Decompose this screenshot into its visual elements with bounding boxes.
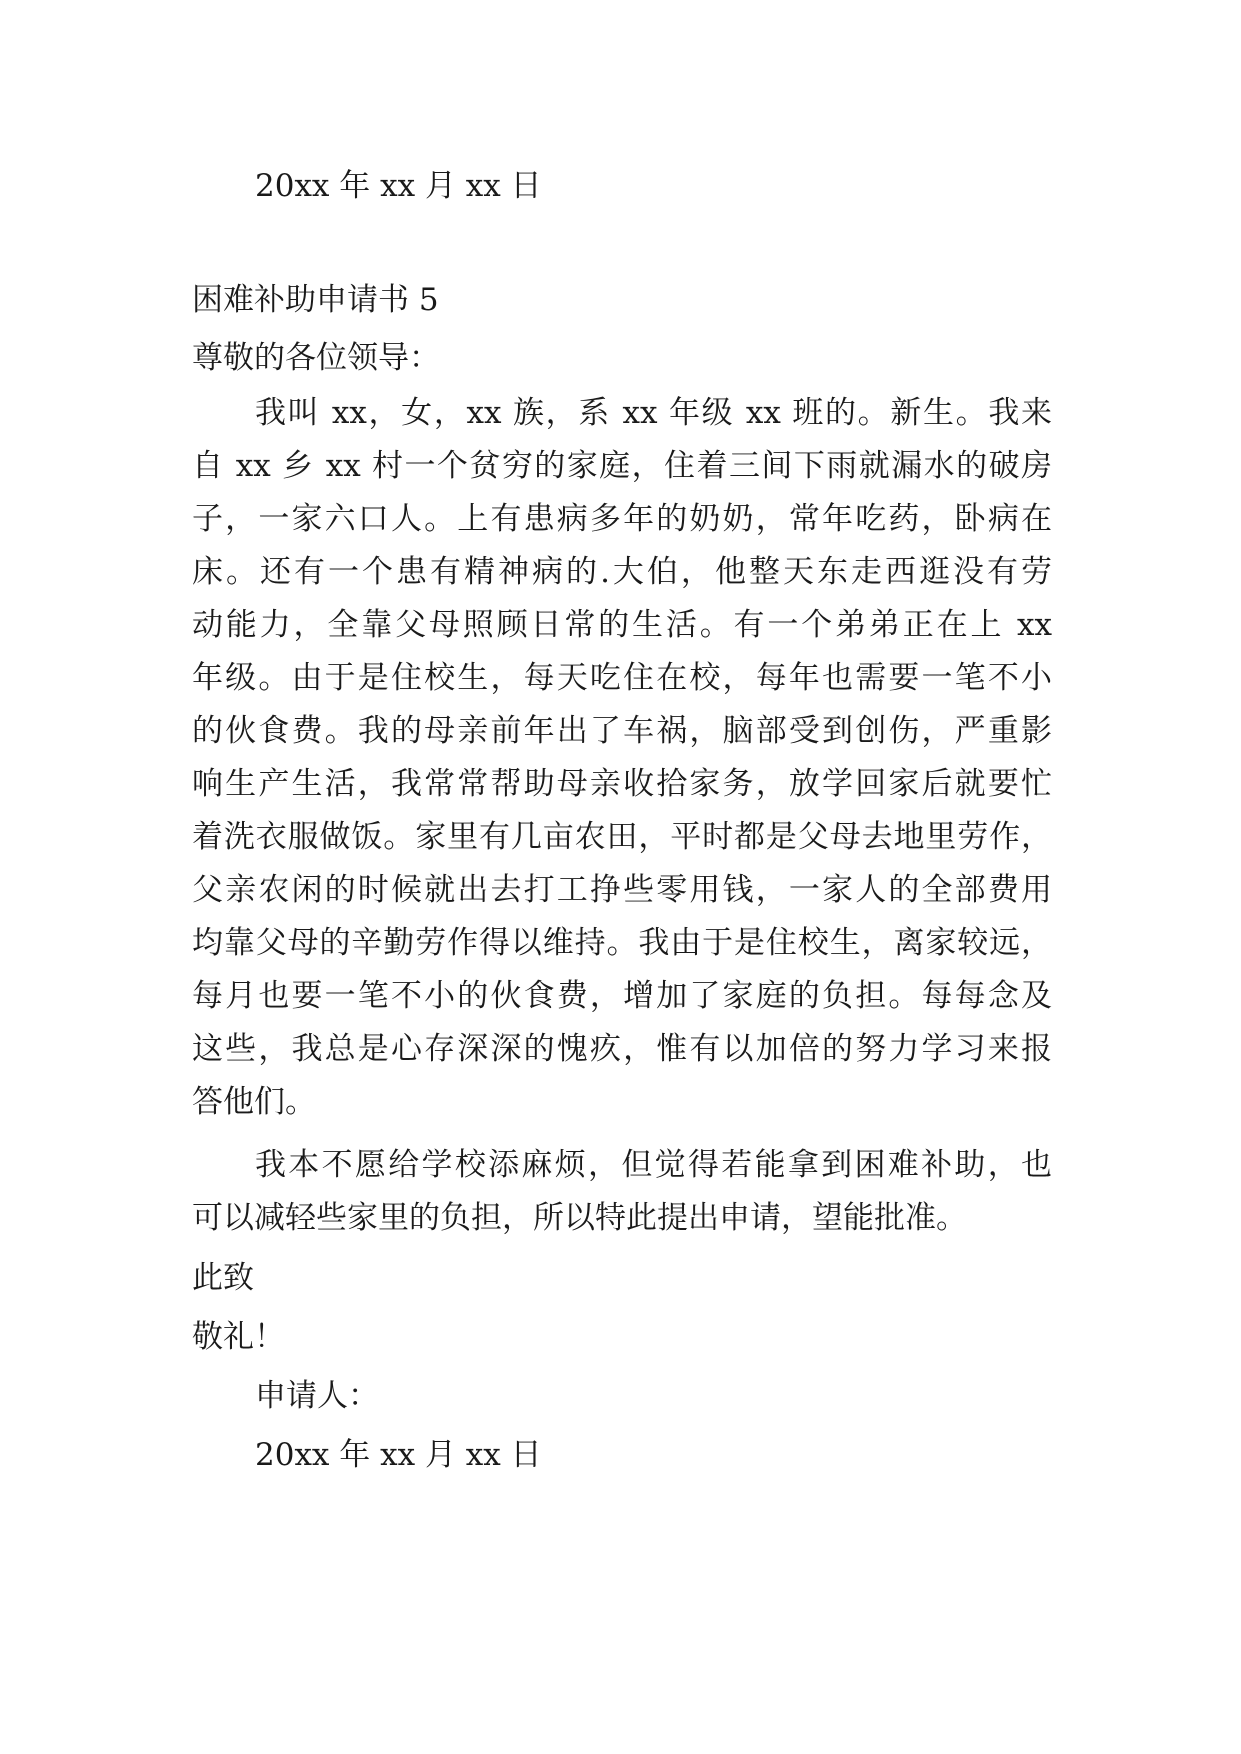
paragraph-line: 床。还有一个患有精神病的.大伯，他整天东走西逛没有劳 xyxy=(192,554,1052,590)
closing-line-2: 敬礼！ xyxy=(192,1319,285,1355)
paragraph-line: 动能力，全靠父母照顾日常的生活。有一个弟弟正在上 xx xyxy=(192,607,1052,643)
paragraph-line: 每月也要一笔不小的伙食费，增加了家庭的负担。每每念及 xyxy=(192,978,1052,1014)
closing-line-1: 此致 xyxy=(192,1260,254,1296)
salutation: 尊敬的各位领导： xyxy=(192,340,440,376)
paragraph-line: 答他们。 xyxy=(192,1084,316,1120)
date-bottom: 20xx 年 xx 月 xx 日 xyxy=(255,1437,542,1473)
paragraph-line: 这些，我总是心存深深的愧疚，惟有以加倍的努力学习来报 xyxy=(192,1031,1052,1067)
paragraph-line: 的伙食费。我的母亲前年出了车祸，脑部受到创伤，严重影 xyxy=(192,713,1052,749)
document-title: 困难补助申请书 5 xyxy=(192,282,439,318)
paragraph-line: 着洗衣服做饭。家里有几亩农田，平时都是父母去地里劳作， xyxy=(192,819,1052,855)
paragraph-line: 响生产生活，我常常帮助母亲收拾家务，放学回家后就要忙 xyxy=(192,766,1052,802)
paragraph-line: 子，一家六口人。上有患病多年的奶奶，常年吃药，卧病在 xyxy=(192,501,1052,537)
paragraph-line: 我叫 xx，女，xx 族，系 xx 年级 xx 班的。新生。我来 xyxy=(255,395,1052,431)
date-top: 20xx 年 xx 月 xx 日 xyxy=(255,168,542,204)
paragraph-line: 均靠父母的辛勤劳作得以维持。我由于是住校生，离家较远， xyxy=(192,925,1052,961)
paragraph-line: 父亲农闲的时候就出去打工挣些零用钱，一家人的全部费用 xyxy=(192,872,1052,908)
paragraph-line: 年级。由于是住校生，每天吃住在校，每年也需要一笔不小 xyxy=(192,660,1052,696)
paragraph-line: 我本不愿给学校添麻烦，但觉得若能拿到困难补助，也 xyxy=(255,1147,1052,1183)
paragraph-line: 可以减轻些家里的负担，所以特此提出申请，望能批准。 xyxy=(192,1200,967,1236)
applicant-label: 申请人： xyxy=(255,1378,379,1414)
paragraph-line: 自 xx 乡 xx 村一个贫穷的家庭，住着三间下雨就漏水的破房 xyxy=(192,448,1052,484)
